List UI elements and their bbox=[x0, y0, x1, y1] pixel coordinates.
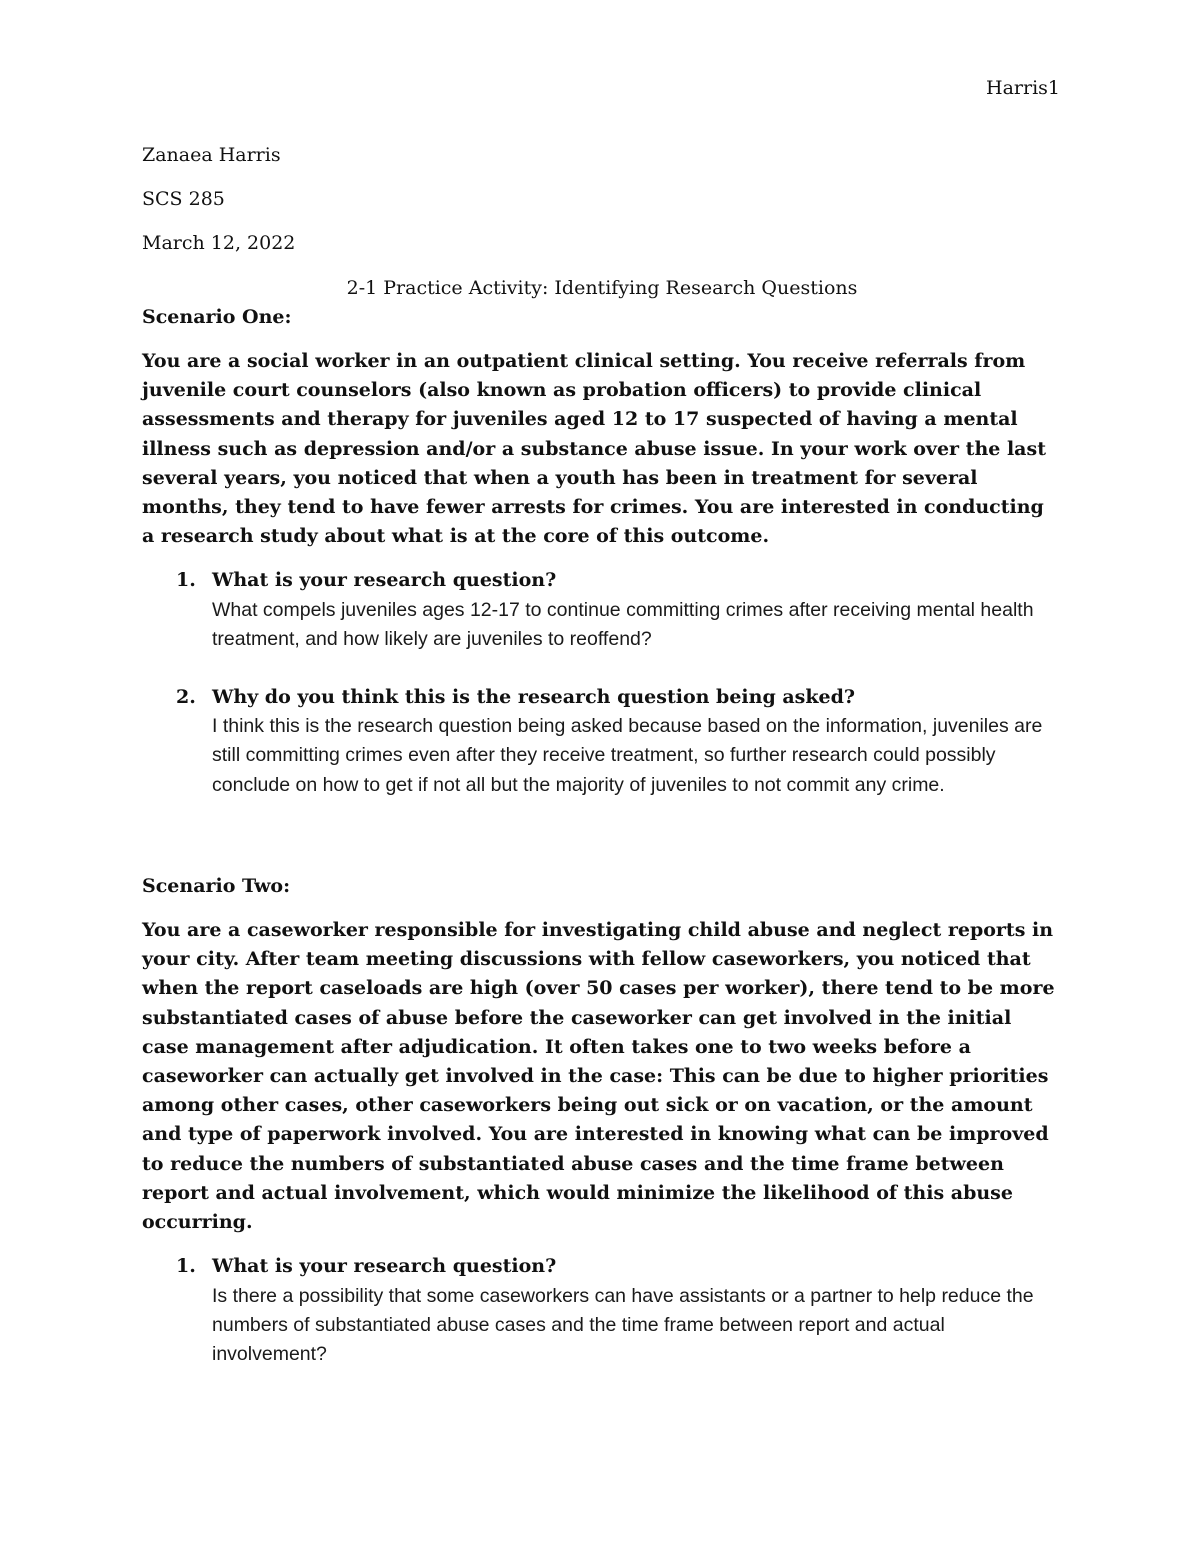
item-number: 1. bbox=[176, 1255, 196, 1278]
item-number: 1. bbox=[176, 569, 196, 592]
list-item bbox=[142, 566, 1062, 654]
course-code: SCS 285 bbox=[142, 188, 225, 211]
question-text: What is your research question? bbox=[212, 569, 557, 592]
document-body bbox=[142, 141, 1062, 1398]
document-date: March 12, 2022 bbox=[142, 232, 296, 255]
scenario-section bbox=[142, 872, 1062, 1369]
author-name: Zanaea Harris bbox=[142, 144, 281, 166]
scenario-prompt: You are a social worker in an outpatient clinical setting. You receive referrals from juvenile court counselors (also known as probation officers) to provide clinical assessments and therapy for juveniles aged 12 to 17 suspected of having a mental illness such as depression and/or a substance abuse issue. In your work over the last several years, you noticed that when a youth has been in treatment for several months, they tend to have fewer arrests for crimes. You are interested in conducting a research study about what is at the core of this outcome. bbox=[142, 350, 1046, 548]
question-text: What is your research question? bbox=[212, 1255, 557, 1278]
page-header-label: Harris1 bbox=[986, 77, 1060, 99]
question-list bbox=[142, 1252, 1062, 1369]
question-list bbox=[142, 566, 1062, 799]
scenario-heading: Scenario Two: bbox=[142, 874, 291, 897]
scenario-heading: Scenario One: bbox=[142, 305, 292, 328]
answer-text: I think this is the research question being asked because based on the information, juveniles are still committing crimes even after they receive treatment, so further research could possibly conclude on how to get if not all but the majority of juveniles to not commit any crime. bbox=[212, 715, 1043, 796]
document-title: 2-1 Practice Activity: Identifying Research Questions bbox=[346, 276, 858, 299]
answer-text: Is there a possibility that some caseworkers can have assistants or a partner to help reduce the numbers of substantiated abuse cases and the time frame between report and actual involvement? bbox=[212, 1284, 1034, 1365]
section-spacer bbox=[142, 829, 1062, 872]
scenario-prompt: You are a caseworker responsible for investigating child abuse and neglect reports in your city. After team meeting discussions with fellow caseworkers, you noticed that when the report caseloads are high (over 50 cases per worker), there tend to be more substantiated cases of abuse before the caseworker can get involved in the initial case management after adjudication. It often takes one to two weeks before a caseworker can actually get involved in the case: This can be due to higher priorities among other cases, other caseworkers being out sick or on vacation, or the amount and type of paperwork involved. You are interested in knowing what can be improved to reduce the numbers of substantiated abuse cases and the time frame between report and actual involvement, which would minimize the likelihood of this abuse occurring. bbox=[142, 919, 1055, 1234]
item-number: 2. bbox=[176, 686, 196, 709]
scenario-section bbox=[142, 303, 1062, 800]
answer-text: What compels juveniles ages 12-17 to continue committing crimes after receiving mental health treatment, and how likely are juveniles to reoffend? bbox=[212, 598, 1034, 650]
question-text: Why do you think this is the research question being asked? bbox=[212, 686, 856, 709]
list-item bbox=[142, 683, 1062, 800]
list-item bbox=[142, 1252, 1062, 1369]
